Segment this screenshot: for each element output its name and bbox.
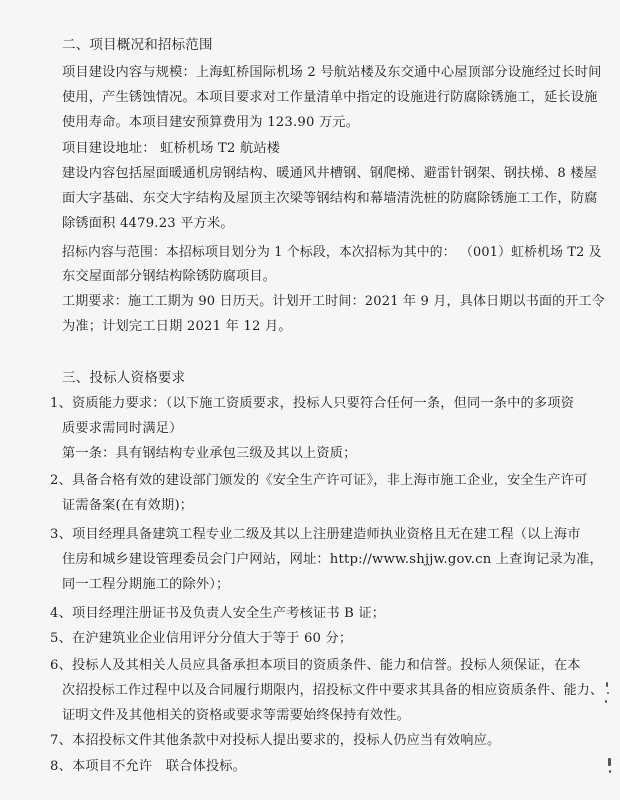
scope-line-1: 招标内容与范围：本招标项目划分为 1 个标段，本次招标为其中的： （001）虹桥机场 T2 及 bbox=[62, 245, 602, 260]
requirement-2-line-2: 证需备案(在有效期)； bbox=[62, 498, 194, 513]
requirement-1-sub: 第一条：具有钢结构专业承包三级及其以上资质； bbox=[62, 446, 357, 461]
requirement-8: 8、本项目不允许 联合体投标。 bbox=[50, 759, 247, 774]
requirement-5: 5、在沪建筑业企业信用评分分值大于等于 60 分； bbox=[50, 631, 353, 646]
requirement-3-line-3: 同一工程分期施工的除外）； bbox=[62, 577, 230, 592]
schedule-line-1: 工期要求：施工工期为 90 日历天。计划开工时间：2021 年 9 月，具体日期以书面的开工令 bbox=[62, 294, 605, 309]
requirement-1-line-2: 质要求需同时满足） bbox=[62, 421, 183, 436]
scan-specks bbox=[598, 640, 620, 800]
project-site-line: 项目建设地址： 虹桥机场 T2 航站楼 bbox=[62, 141, 281, 156]
section-3-heading: 三、投标人资格要求 bbox=[62, 370, 186, 386]
scope-line-2: 东交屋面部分钢结构除锈防腐项目。 bbox=[62, 269, 277, 284]
content-line-1: 建设内容包括屋面暖通机房钢结构、暖通风井槽钢、钢爬梯、避雷针钢架、钢扶梯、8 楼屋 bbox=[62, 166, 598, 181]
requirement-4: 4、项目经理注册证书及负责人安全生产考核证书 B 证； bbox=[50, 606, 386, 621]
requirement-6-line-3: 证明文件及其他相关的资格或要求等需要始终保持有效性。 bbox=[62, 708, 411, 723]
requirement-6-line-1: 6、投标人及其相关人员应具备承担本项目的资质条件、能力和信誉。投标人须保证，在本 bbox=[50, 658, 581, 673]
requirement-1-line-1: 1、资质能力要求：（以下施工资质要求，投标人只要符合任何一条，但同一条中的多项资 bbox=[50, 396, 575, 411]
requirement-7: 7、本招投标文件其他条款中对投标人提出要求的，投标人仍应当有效响应。 bbox=[50, 733, 501, 748]
requirement-3-line-1: 3、项目经理具备建筑工程专业二级及其以上注册建造师执业资格且无在建工程（以上海市 bbox=[50, 527, 581, 542]
requirement-3-line-2: 住房和城乡建设管理委员会门户网站，网址：http://www.shjjw.gov.cn 上查询记录为准， bbox=[62, 552, 603, 567]
content-line-3: 除锈面积 4479.23 平方米。 bbox=[62, 216, 234, 231]
section-2-heading: 二、项目概况和招标范围 bbox=[62, 37, 213, 53]
overview-line-1: 项目建设内容与规模：上海虹桥国际机场 2 号航站楼及东交通中心屋顶部分设施经过长时间 bbox=[62, 65, 602, 80]
requirement-6-line-2: 次招投标工作过程中以及合同履行期限内，招投标文件中要求其具备的相应资质条件、能力、 bbox=[62, 683, 604, 698]
requirement-2-line-1: 2、具备合格有效的建设部门颁发的《安全生产许可证》，非上海市施工企业，安全生产许可 bbox=[50, 473, 588, 488]
overview-line-2: 使用，产生锈蚀情况。本项目要求对工作量清单中指定的设施进行防腐除锈施工，延长设施 bbox=[62, 90, 598, 105]
overview-line-3: 使用寿命。本项目建安预算费用为 123.90 万元。 bbox=[62, 115, 360, 130]
schedule-line-2: 为准；计划完工日期 2021 年 12 月。 bbox=[62, 319, 292, 334]
content-line-2: 面大字基础、东交大字结构及屋顶主次梁等钢结构和幕墙清洗桩的防腐除锈施工工作，防腐 bbox=[62, 191, 598, 206]
